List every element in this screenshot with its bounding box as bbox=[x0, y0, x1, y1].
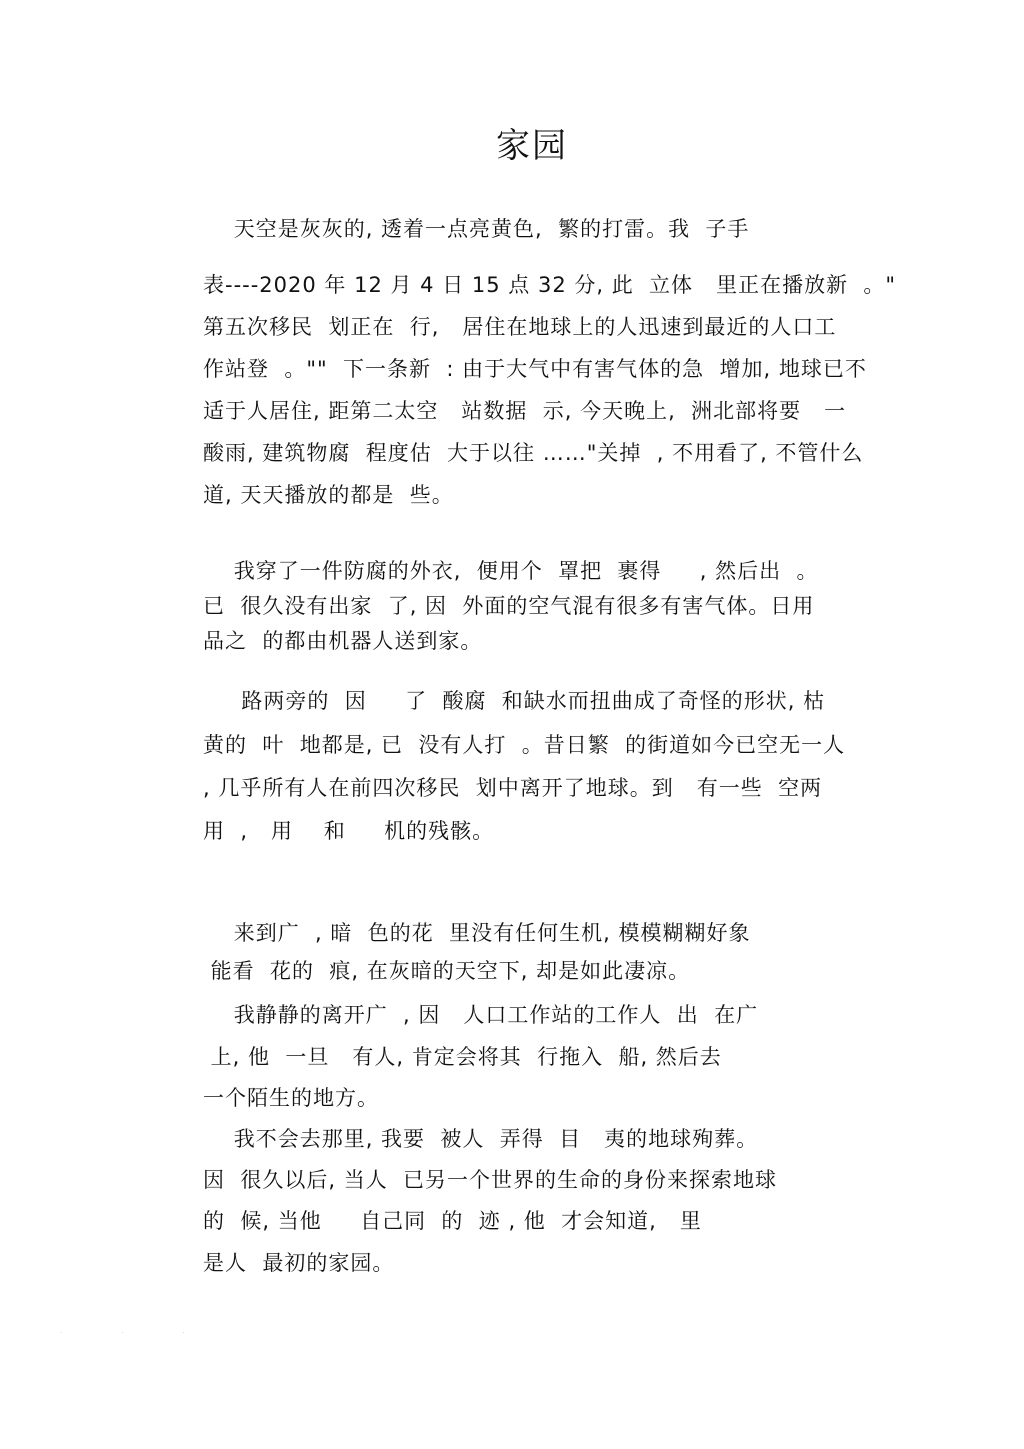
paragraph-1-line-7: 道, 天天播放的都是 些。 bbox=[203, 483, 454, 507]
paragraph-6-line-1: 我不会去那里, 我要 被人 弄得 目 夷的地球殉葬。 bbox=[203, 1127, 759, 1151]
paragraph-5-line-3: 一个陌生的地方。 bbox=[203, 1086, 379, 1110]
paragraph-6-line-3: 的 候, 当他 自己同 的 迹 , 他 才会知道, 里 bbox=[203, 1209, 702, 1233]
paragraph-1-line-5: 适于人居住, 距第二太空 站数据 示, 今天晚上, 洲北部将要 一 bbox=[203, 399, 847, 423]
scan-specks: . . . bbox=[60, 1326, 213, 1335]
paragraph-1-line-1: 天空是灰灰的, 透着一点亮黄色, 繁的打雷。我 子手 bbox=[203, 217, 750, 241]
page-title: 家园 bbox=[496, 126, 568, 166]
paragraph-3-line-1: 路两旁的 因 了 酸腐 和缺水而扭曲成了奇怪的形状, 枯 bbox=[203, 689, 826, 713]
paragraph-1-line-4: 作站登 。"" 下一条新 : 由于大气中有害气体的急 增加, 地球已不 bbox=[203, 357, 867, 381]
paragraph-2-line-2: 已 很久没有出家 了, 因 外面的空气混有很多有害气体。日用 bbox=[203, 594, 815, 618]
paragraph-3-line-3: , 几乎所有人在前四次移民 划中离开了地球。到 有一些 空两 bbox=[203, 776, 823, 800]
paragraph-1-line-2: 表----2020 年 12 月 4 日 15 点 32 分, 此 立体 里正在播放新 。" bbox=[203, 273, 897, 297]
paragraph-6-line-4: 是人 最初的家园。 bbox=[203, 1251, 395, 1275]
paragraph-4-line-2: 能看 花的 痕, 在灰暗的天空下, 却是如此凄凉。 bbox=[203, 959, 691, 983]
paragraph-4-line-1: 来到广 , 暗 色的花 里没有任何生机, 模模糊糊好象 bbox=[203, 921, 751, 945]
paragraph-6-line-2: 因 很久以后, 当人 已另一个世界的生命的身份来探索地球 bbox=[203, 1168, 778, 1192]
paragraph-5-line-2: 上, 他 一旦 有人, 肯定会将其 行拖入 船, 然后去 bbox=[203, 1045, 722, 1069]
paragraph-1-line-3: 第五次移民 划正在 行, 居住在地球上的人迅速到最近的人口工 bbox=[203, 315, 837, 339]
paragraph-5-line-1: 我静静的离开广 , 因 人口工作站的工作人 出 在广 bbox=[203, 1003, 759, 1027]
paragraph-1-line-6: 酸雨, 建筑物腐 程度估 大于以往 ……"关掉 , 不用看了, 不管什么 bbox=[203, 441, 864, 465]
paragraph-2-line-1: 我穿了一件防腐的外衣, 便用个 罩把 裹得 , 然后出 。 bbox=[203, 559, 819, 583]
paragraph-2-line-3: 品之 的都由机器人送到家。 bbox=[203, 629, 483, 653]
paragraph-3-line-2: 黄的 叶 地都是, 已 没有人打 。昔日繁 的街道如今已空无一人 bbox=[203, 733, 846, 757]
paragraph-3-line-4: 用 , 用 和 机的残骸。 bbox=[203, 819, 495, 843]
